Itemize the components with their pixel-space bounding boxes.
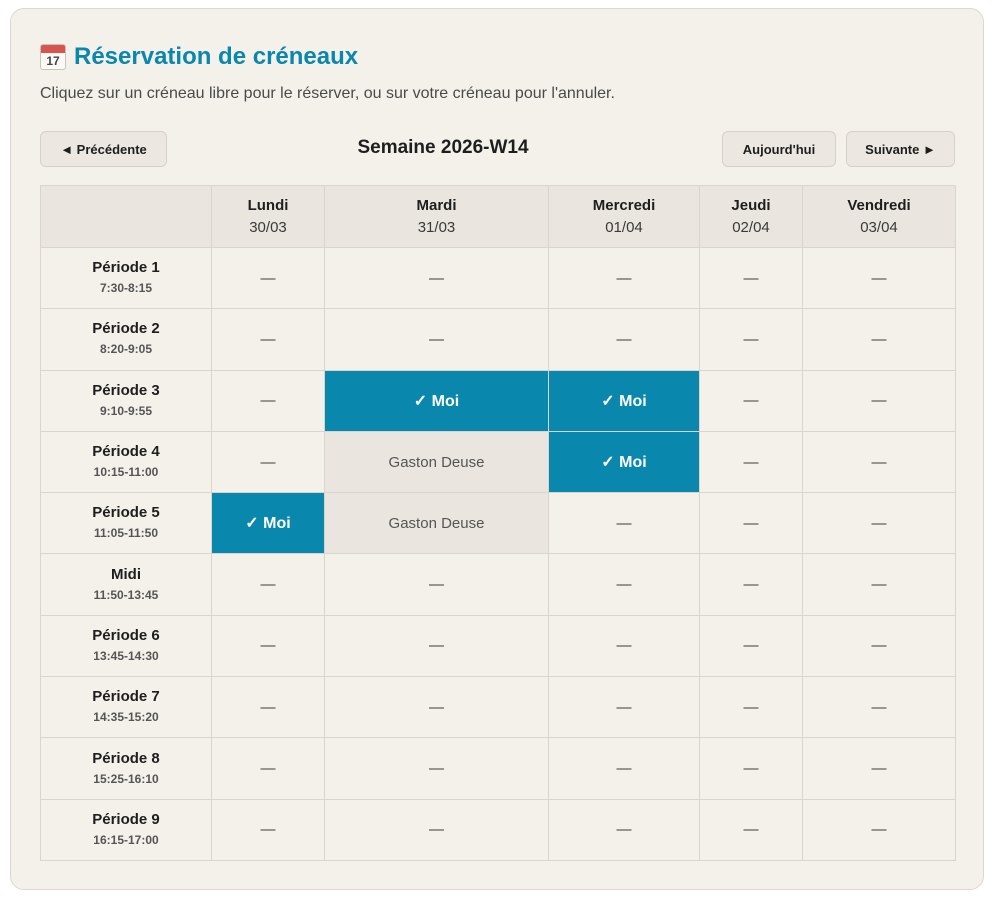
period-cell xyxy=(41,493,212,554)
period-name: Période 5 xyxy=(92,504,160,522)
period-time: 11:50-13:45 xyxy=(93,587,159,602)
table-row xyxy=(41,677,956,738)
period-name: Période 7 xyxy=(92,688,160,706)
slot-free[interactable]: — xyxy=(700,799,803,860)
slot-free[interactable]: — xyxy=(803,615,956,676)
period-time: 8:20-9:05 xyxy=(99,342,153,357)
slot-free[interactable]: — xyxy=(700,677,803,738)
period-time: 15:25-16:10 xyxy=(93,771,159,786)
period-name: Période 6 xyxy=(92,626,160,644)
slot-free[interactable]: — xyxy=(325,554,549,615)
next-week-button[interactable]: Suivante ► xyxy=(846,131,955,167)
day-name: Mercredi xyxy=(592,196,656,214)
slot-free[interactable]: — xyxy=(803,799,956,860)
page-title xyxy=(40,39,358,75)
period-cell xyxy=(41,738,212,799)
period-name: Période 9 xyxy=(92,810,160,828)
corner-cell xyxy=(41,186,212,248)
period-time: 14:35-15:20 xyxy=(93,710,159,725)
slot-free[interactable]: — xyxy=(700,493,803,554)
day-header-mardi xyxy=(325,186,549,248)
day-header-jeudi xyxy=(700,186,803,248)
slot-free[interactable]: — xyxy=(212,799,325,860)
day-date: 03/04 xyxy=(860,218,898,236)
day-header-lundi xyxy=(212,186,325,248)
week-label: Semaine 2026-W14 xyxy=(357,137,529,158)
slot-free[interactable]: — xyxy=(549,615,700,676)
day-date: 31/03 xyxy=(417,218,456,236)
schedule-header-row xyxy=(41,186,956,248)
slot-mine[interactable]: ✓ Moi xyxy=(212,493,325,554)
slot-mine[interactable]: ✓ Moi xyxy=(549,370,700,431)
period-cell xyxy=(41,431,212,492)
previous-week-button[interactable]: ◄ Précédente xyxy=(40,131,167,167)
period-time: 7:30-8:15 xyxy=(99,281,153,296)
slot-free[interactable]: — xyxy=(803,431,956,492)
slot-taken: Gaston Deuse xyxy=(325,493,549,554)
slot-free[interactable]: — xyxy=(803,248,956,309)
day-date: 01/04 xyxy=(605,218,643,236)
slot-free[interactable]: — xyxy=(700,309,803,370)
period-name: Période 4 xyxy=(92,443,160,461)
calendar-icon: 17 xyxy=(40,44,66,70)
slot-mine[interactable]: ✓ Moi xyxy=(549,431,700,492)
slot-free[interactable]: — xyxy=(212,738,325,799)
day-header-vendredi xyxy=(803,186,956,248)
slot-free[interactable]: — xyxy=(212,431,325,492)
period-time: 16:15-17:00 xyxy=(93,832,159,847)
period-cell xyxy=(41,615,212,676)
slot-free[interactable]: — xyxy=(325,799,549,860)
slot-free[interactable]: — xyxy=(803,677,956,738)
slot-free[interactable]: — xyxy=(325,677,549,738)
slot-free[interactable]: — xyxy=(549,248,700,309)
slot-free[interactable]: — xyxy=(212,248,325,309)
period-cell xyxy=(41,370,212,431)
period-cell xyxy=(41,677,212,738)
period-name: Période 3 xyxy=(92,381,160,399)
period-name: Période 8 xyxy=(92,749,160,767)
booking-card xyxy=(10,8,984,890)
day-date: 30/03 xyxy=(249,218,287,236)
table-row xyxy=(41,738,956,799)
slot-free[interactable]: — xyxy=(700,248,803,309)
period-cell xyxy=(41,309,212,370)
day-date: 02/04 xyxy=(732,218,770,236)
slot-free[interactable]: — xyxy=(803,309,956,370)
slot-free[interactable]: — xyxy=(549,554,700,615)
day-name: Jeudi xyxy=(731,196,771,214)
slot-free[interactable]: — xyxy=(325,309,549,370)
period-time: 13:45-14:30 xyxy=(93,648,159,663)
slot-free[interactable]: — xyxy=(212,370,325,431)
slot-free[interactable]: — xyxy=(803,493,956,554)
day-name: Mardi xyxy=(416,196,457,214)
period-time: 9:10-9:55 xyxy=(99,403,153,418)
page-subtitle: Cliquez sur un créneau libre pour le réserver, ou sur votre créneau pour l'annuler. xyxy=(40,85,615,102)
slot-free[interactable]: — xyxy=(325,738,549,799)
table-row xyxy=(41,799,956,860)
period-cell xyxy=(41,799,212,860)
period-name: Période 1 xyxy=(92,259,160,277)
table-row xyxy=(41,370,956,431)
page-title-text: Réservation de créneaux xyxy=(74,43,359,70)
slot-free[interactable]: — xyxy=(549,677,700,738)
day-name: Vendredi xyxy=(847,196,911,214)
table-row xyxy=(41,309,956,370)
table-row xyxy=(41,431,956,492)
slot-free[interactable]: — xyxy=(325,615,549,676)
slot-free[interactable]: — xyxy=(549,493,700,554)
period-cell xyxy=(41,248,212,309)
slot-taken: Gaston Deuse xyxy=(325,431,549,492)
period-time: 11:05-11:50 xyxy=(93,526,159,541)
period-time: 10:15-11:00 xyxy=(93,465,159,480)
schedule-table xyxy=(40,185,956,861)
slot-free[interactable]: — xyxy=(803,554,956,615)
slot-free[interactable]: — xyxy=(700,738,803,799)
table-row xyxy=(41,493,956,554)
period-cell xyxy=(41,554,212,615)
slot-free[interactable]: — xyxy=(700,554,803,615)
slot-free[interactable]: — xyxy=(325,248,549,309)
slot-free[interactable]: — xyxy=(700,370,803,431)
slot-mine[interactable]: ✓ Moi xyxy=(325,370,549,431)
today-button[interactable]: Aujourd'hui xyxy=(722,131,836,167)
table-row xyxy=(41,248,956,309)
slot-free[interactable]: — xyxy=(212,554,325,615)
period-name: Période 2 xyxy=(92,320,160,338)
slot-free[interactable]: — xyxy=(700,615,803,676)
slot-free[interactable]: — xyxy=(549,309,700,370)
slot-free[interactable]: — xyxy=(803,370,956,431)
table-row xyxy=(41,615,956,676)
slot-free[interactable]: — xyxy=(549,738,700,799)
slot-free[interactable]: — xyxy=(803,738,956,799)
slot-free[interactable]: — xyxy=(212,309,325,370)
slot-free[interactable]: — xyxy=(212,615,325,676)
day-header-mercredi xyxy=(549,186,700,248)
slot-free[interactable]: — xyxy=(549,799,700,860)
slot-free[interactable]: — xyxy=(212,677,325,738)
table-row xyxy=(41,554,956,615)
slot-free[interactable]: — xyxy=(700,431,803,492)
period-name: Midi xyxy=(111,565,141,583)
day-name: Lundi xyxy=(247,196,289,214)
